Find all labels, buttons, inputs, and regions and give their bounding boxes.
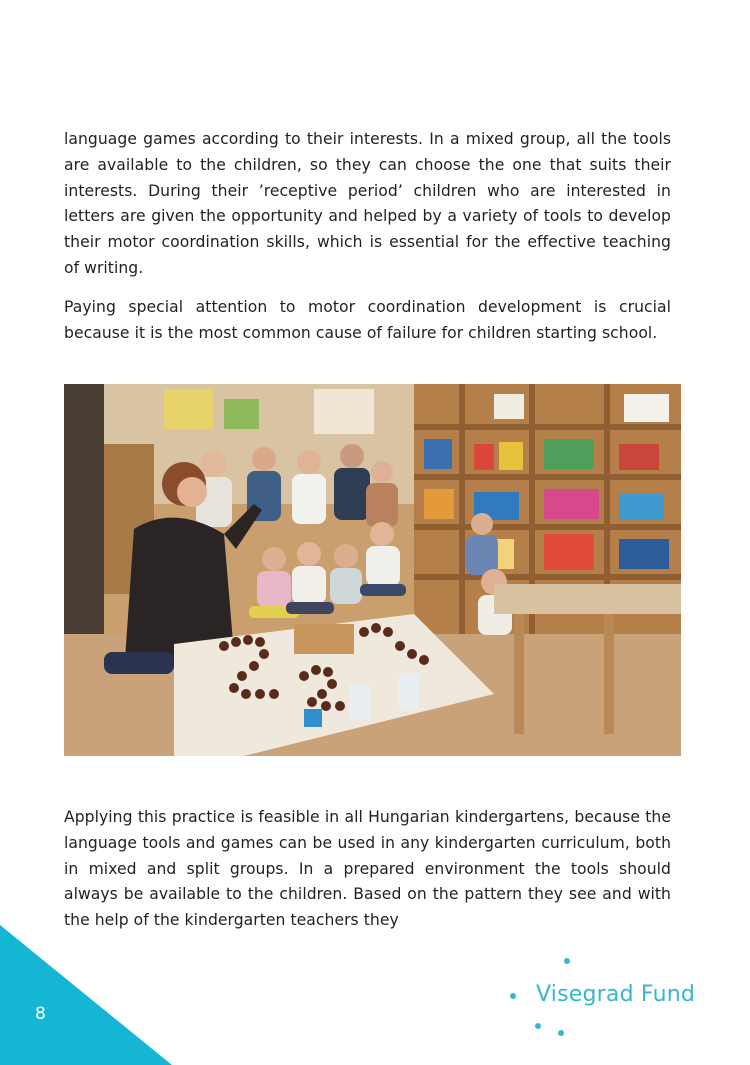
page-number: 8	[35, 1004, 46, 1024]
corner-accent-triangle	[0, 925, 172, 1065]
body-paragraph-2: Paying special attention to motor coordination development is crucial because it is the most common cause of failure for children starting school.	[64, 298, 671, 342]
classroom-photo	[64, 384, 681, 756]
logo-dot	[535, 1023, 541, 1029]
visegrad-fund-logo	[500, 950, 710, 1045]
logo-text: Visegrad Fund	[536, 982, 696, 1007]
body-paragraph-3: Applying this practice is feasible in all Hungarian kindergartens, because the language tools and games can be used in any kindergarten curriculum, both in mixed and split groups. In a prepared environment the tools should always be available to the children. Based on the pattern they see and with the help of the kindergarten teachers they	[64, 808, 671, 930]
logo-dot	[510, 993, 516, 999]
logo-dot	[558, 1030, 564, 1036]
logo-dot	[564, 958, 570, 964]
body-paragraph-1: language games according to their interests. In a mixed group, all the tools are available to the children, so they can choose the one that suits their interests. During their ’receptive period’ children who are interested in letters are given the opportunity and helped by a variety of tools to develop their motor coordination skills, which is essential for the effective teaching of writing.	[64, 130, 671, 277]
